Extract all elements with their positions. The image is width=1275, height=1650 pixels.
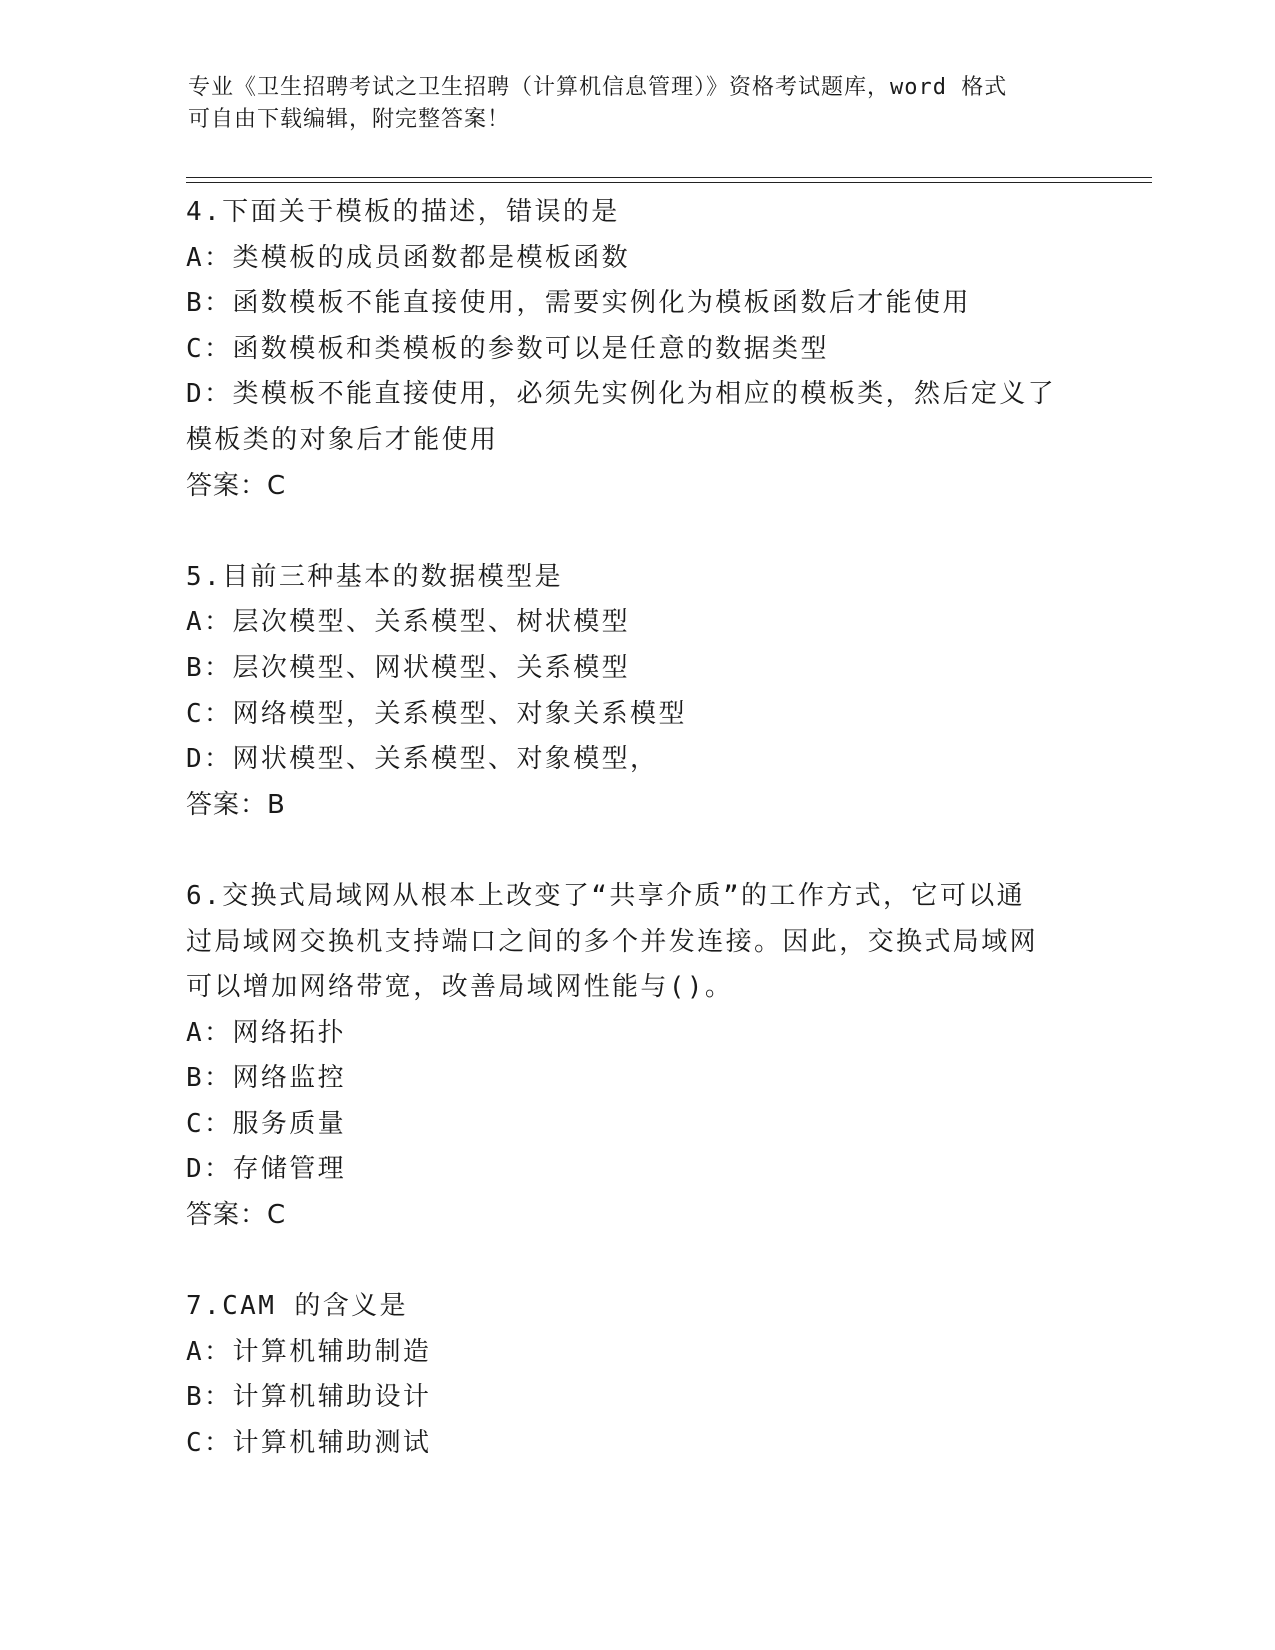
option-c: C：计算机辅助测试 bbox=[186, 1428, 432, 1459]
answer: 答案：B bbox=[186, 789, 286, 820]
option-d: D：存储管理 bbox=[186, 1154, 347, 1185]
header-divider-top bbox=[186, 177, 1152, 178]
question-7 bbox=[186, 1284, 1066, 1466]
option-b: B：计算机辅助设计 bbox=[186, 1382, 432, 1413]
question-stem-continued: 可以增加网络带宽，改善局域网性能与()。 bbox=[186, 972, 734, 1003]
option-c: C：服务质量 bbox=[186, 1108, 347, 1139]
header-line-2: 可自由下载编辑，附完整答案！ bbox=[188, 107, 511, 132]
question-stem: 7.CAM 的含义是 bbox=[186, 1291, 408, 1322]
question-6 bbox=[186, 874, 1066, 1239]
answer: 答案：C bbox=[186, 470, 287, 501]
option-b: B：函数模板不能直接使用，需要实例化为模板函数后才能使用 bbox=[186, 288, 971, 319]
option-a: A：网络拓扑 bbox=[186, 1017, 347, 1048]
option-a: A：层次模型、关系模型、树状模型 bbox=[186, 607, 631, 638]
question-stem-continued: 过局域网交换机支持端口之间的多个并发连接。因此，交换式局域网 bbox=[186, 926, 1039, 957]
option-b: B：网络监控 bbox=[186, 1063, 347, 1094]
option-a: A：计算机辅助制造 bbox=[186, 1336, 432, 1367]
question-5 bbox=[186, 555, 1066, 829]
option-a: A：类模板的成员函数都是模板函数 bbox=[186, 242, 631, 273]
question-stem: 4.下面关于模板的描述，错误的是 bbox=[186, 197, 620, 227]
header-divider-bottom bbox=[186, 182, 1152, 183]
question-list bbox=[186, 190, 1066, 1512]
document-header bbox=[188, 72, 1068, 136]
option-d: D：类模板不能直接使用，必须先实例化为相应的模板类，然后定义了 bbox=[186, 379, 1057, 410]
option-d-continued: 模板类的对象后才能使用 bbox=[186, 424, 499, 455]
option-d: D：网状模型、关系模型、对象模型， bbox=[186, 744, 659, 775]
header-line-1: 专业《卫生招聘考试之卫生招聘（计算机信息管理）》资格考试题库，word 格式 bbox=[188, 75, 1008, 100]
question-4 bbox=[186, 190, 1066, 509]
option-c: C：网络模型，关系模型、对象关系模型 bbox=[186, 698, 687, 729]
option-b: B：层次模型、网状模型、关系模型 bbox=[186, 652, 631, 683]
option-c: C：函数模板和类模板的参数可以是任意的数据类型 bbox=[186, 333, 829, 364]
question-stem: 5.目前三种基本的数据模型是 bbox=[186, 561, 563, 592]
answer: 答案：C bbox=[186, 1200, 287, 1231]
question-stem: 6.交换式局域网从根本上改变了“共享介质”的工作方式，它可以通 bbox=[186, 880, 1026, 911]
